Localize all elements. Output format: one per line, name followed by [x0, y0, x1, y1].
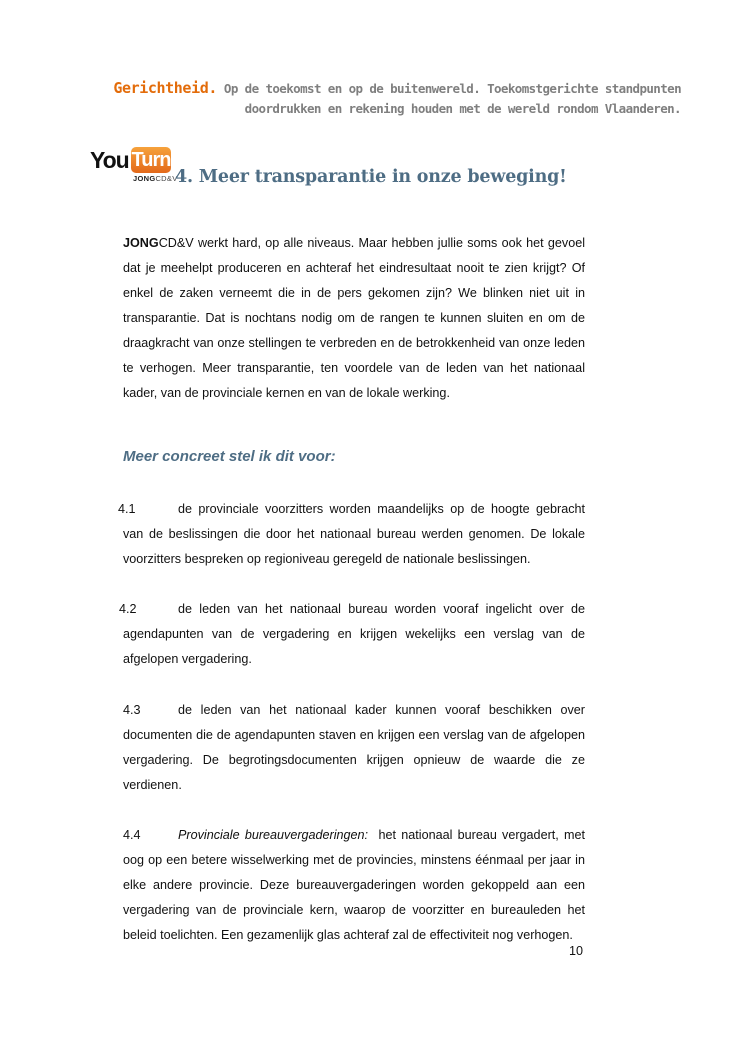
proposal-item	[119, 597, 585, 672]
page-number: 10	[568, 944, 583, 958]
intro-paragraph	[123, 231, 585, 406]
item-emphasis: Provinciale bureauvergaderingen:	[178, 828, 369, 842]
header-text: Op de toekomst en op de buitenwereld. Toekomstgerichte standpunten doordrukken en rekening houden met de wereld rondom Vlaanderen.	[223, 81, 681, 116]
proposal-item	[123, 698, 585, 798]
proposal-item	[123, 823, 585, 948]
item-text: de leden van het nationaal bureau worden vooraf ingelicht over de agendapunten van de vergadering en krijgen wekelijks een verslag van de afgelopen vergadering.	[123, 602, 585, 666]
intro-text: CD&V werkt hard, op alle niveaus. Maar hebben jullie soms ook het gevoel dat je meehelpt produceren en achteraf het eindresultaat nooit te zien krijgt? Of enkel de zaken verneemt die in de pers gekomen zijn? We blinken niet uit in transparantie. Dat is nochtans nodig om de rangen te kunnen sluiten en om de draagkracht van onze stellingen te verbreden en de betrokkenheid van onze leden te verhogen. Meer transparantie, ten voordele van de leden van het nationaal kader, van de provinciale kernen en van de lokale werking.	[123, 236, 585, 400]
logo-cdv: CD&V	[155, 174, 178, 183]
logo-jong: JONG	[133, 174, 156, 183]
section-heading: 4. Meer transparantie in onze beweging!	[175, 167, 567, 187]
youturn-logo	[90, 147, 178, 189]
item-number: 4.1	[118, 502, 136, 516]
item-number: 4.4	[123, 828, 141, 842]
item-text: de leden van het nationaal kader kunnen vooraf beschikken over documenten die de agendapunten staven en krijgen een verslag van de afgelopen vergadering. De begrotingsdocumenten krijgen opnieuw de waarde die ze verdienen.	[123, 703, 585, 792]
logo-jongcdv	[133, 174, 178, 183]
item-number: 4.2	[119, 602, 137, 616]
item-number: 4.3	[123, 703, 141, 717]
item-text: de provinciale voorzitters worden maandelijks op de hoogte gebracht van de beslissingen die door het nationaal bureau werden genomen. De lokale voorzitters bespreken op regioniveau geregeld de nationale beslissingen.	[123, 502, 585, 566]
logo-turn: Turn	[131, 149, 171, 171]
running-header	[101, 78, 681, 119]
header-accent: Gerichtheid.	[113, 79, 217, 97]
item-text: het nationaal bureau vergadert, met oog op een betere wisselwerking met de provincies, minstens éénmaal per jaar in elke andere provincie. Deze bureauvergaderingen worden gekoppeld aan een vergadering van de provinciale kern, waarop de voorzitter en bureauleden het beleid toelichten. Een gezamenlijk glas achteraf zal de effectiviteit nog verhogen.	[123, 828, 585, 942]
proposal-item	[118, 497, 585, 572]
logo-you: You	[90, 147, 129, 173]
intro-bold: JONG	[123, 236, 159, 250]
proposal-subheading: Meer concreet stel ik dit voor:	[123, 448, 336, 465]
